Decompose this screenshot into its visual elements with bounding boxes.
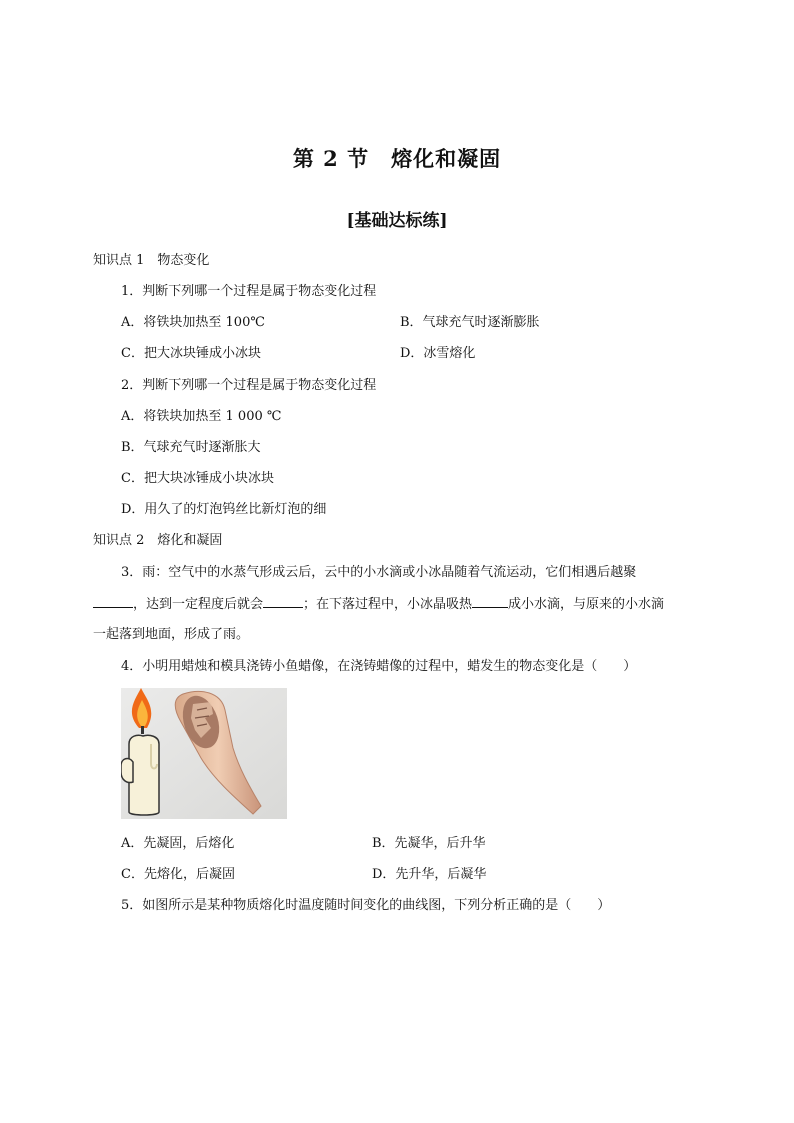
question-1-option-b: B．气球充气时逐渐膨胀	[400, 315, 540, 330]
question-5-stem: 5．如图所示是某种物质熔化时温度随时间变化的曲线图，下列分析正确的是（ ）	[121, 898, 611, 913]
question-4-stem: 4．小明用蜡烛和模具浇铸小鱼蜡像，在浇铸蜡像的过程中，蜡发生的物态变化是（ ）	[121, 659, 637, 674]
question-3-line-1: 3．雨：空气中的水蒸气形成云后，云中的小水滴或小冰晶随着气流运动，它们相遇后越聚	[121, 565, 637, 580]
section-name: 熔化和凝固	[391, 146, 502, 171]
question-2-option-b: B．气球充气时逐渐胀大	[121, 440, 261, 455]
question-3-line-2: ，达到一定程度后就会 ；在下落过程中，小冰晶吸热 成小水滴，与原来的小水滴	[93, 595, 664, 614]
answer-blank-1[interactable]	[93, 595, 133, 608]
candle-and-fish-mold-image	[121, 688, 287, 819]
section-number: 第 2 节	[292, 146, 370, 171]
question-3-line-3: 一起落到地面，形成了雨。	[93, 627, 250, 642]
question-4-option-a: A．先凝固，后熔化	[121, 836, 235, 851]
question-2-option-a: A．将铁块加热至 1 000 ℃	[121, 409, 282, 424]
question-4-option-c: C．先熔化，后凝固	[121, 867, 235, 882]
knowledge-point-1: 知识点 1 物态变化	[93, 253, 210, 268]
answer-blank-2[interactable]	[263, 595, 303, 608]
page-title	[0, 143, 794, 173]
answer-blank-3[interactable]	[472, 595, 508, 608]
question-1-option-c: C．把大冰块锤成小冰块	[121, 346, 261, 361]
question-4-option-b: B．先凝华，后升华	[372, 836, 486, 851]
question-1-option-d: D．冰雪熔化	[400, 346, 476, 361]
knowledge-point-2: 知识点 2 熔化和凝固	[93, 533, 223, 548]
question-2-stem: 2．判断下列哪一个过程是属于物态变化过程	[121, 378, 377, 393]
question-2-option-c: C．把大块冰锤成小块冰块	[121, 471, 274, 486]
question-2-option-d: D．用久了的灯泡钨丝比新灯泡的细	[121, 502, 327, 517]
question-1-stem: 1．判断下列哪一个过程是属于物态变化过程	[121, 284, 377, 299]
question-4-option-d: D．先升华，后凝华	[372, 867, 487, 882]
exercise-level-heading: [基础达标练]	[346, 211, 448, 231]
question-1-option-a: A．将铁块加热至 100℃	[121, 315, 265, 330]
